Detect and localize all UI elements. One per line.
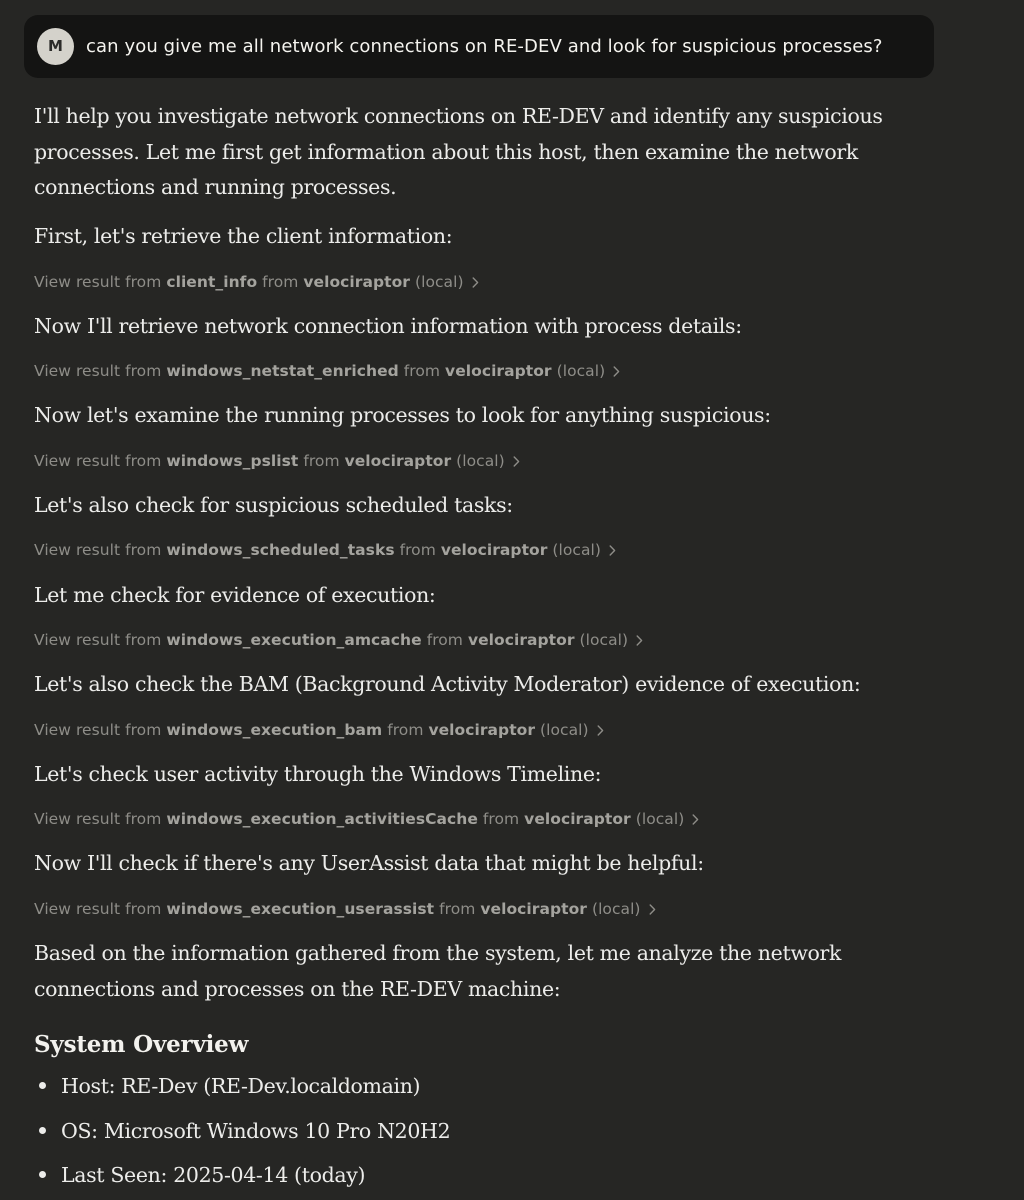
chevron-right-icon: [636, 631, 643, 651]
step-text-2: Now I'll retrieve network connection information with process details:: [34, 314, 742, 338]
step-text-8: Now I'll check if there's any UserAssist data that might be helpful:: [34, 851, 704, 875]
chevron-right-icon: [472, 273, 479, 293]
list-item: Last Seen: 2025-04-14 (today): [34, 1160, 365, 1190]
tool-name: windows_execution_userassist: [166, 900, 435, 918]
bullet-icon: [39, 1127, 46, 1134]
list-item: Host: RE-Dev (RE-Dev.localdomain): [34, 1071, 420, 1101]
list-item: OS: Microsoft Windows 10 Pro N20H2: [34, 1116, 450, 1146]
chevron-right-icon: [613, 362, 620, 382]
user-avatar: M: [37, 28, 74, 65]
intro-paragraph: I'll help you investigate network connections on RE-DEV and identify any suspicious processes. Let me first get information about this host, then examine the network connections and running processes.: [34, 104, 883, 199]
step-text-3: Now let's examine the running processes to look for anything suspicious:: [34, 403, 771, 427]
tool-result-link[interactable]: View result from windows_execution_userassist from velociraptor (local): [34, 899, 656, 920]
tool-name: windows_execution_activitiesCache: [166, 810, 478, 828]
chevron-right-icon: [609, 541, 616, 561]
tool-result-link[interactable]: View result from client_info from velociraptor (local): [34, 272, 479, 293]
user-message-bubble: [24, 15, 934, 78]
bullet-icon: [39, 1082, 46, 1089]
tool-name: windows_pslist: [166, 452, 299, 470]
chevron-right-icon: [513, 452, 520, 472]
step-text-1: First, let's retrieve the client information:: [34, 224, 453, 248]
bullet-icon: [39, 1171, 46, 1178]
step-text-4: Let's also check for suspicious scheduled tasks:: [34, 493, 513, 517]
tool-name: windows_netstat_enriched: [166, 362, 399, 380]
tool-name: windows_execution_bam: [166, 721, 383, 739]
analysis-intro: Based on the information gathered from the system, let me analyze the network connections and processes on the RE-DEV machine:: [34, 941, 842, 1001]
tool-server: velociraptor: [303, 273, 410, 291]
tool-name: client_info: [166, 273, 258, 291]
tool-server: velociraptor: [524, 810, 631, 828]
tool-server: velociraptor: [480, 900, 587, 918]
tool-server: velociraptor: [344, 452, 452, 470]
tool-server: velociraptor: [467, 631, 575, 649]
tool-result-link[interactable]: View result from windows_execution_amcache from velociraptor (local): [34, 630, 643, 651]
tool-name: windows_execution_amcache: [166, 631, 422, 649]
tool-result-link[interactable]: View result from windows_execution_bam from velociraptor (local): [34, 720, 604, 741]
step-text-6: Let's also check the BAM (Background Activity Moderator) evidence of execution:: [34, 672, 861, 696]
chevron-right-icon: [597, 721, 604, 741]
tool-result-link[interactable]: View result from windows_pslist from velociraptor (local): [34, 451, 520, 472]
tool-name: windows_scheduled_tasks: [166, 541, 395, 559]
chevron-right-icon: [649, 900, 656, 920]
tool-server: velociraptor: [445, 362, 552, 380]
tool-server: velociraptor: [428, 721, 536, 739]
tool-result-link[interactable]: View result from windows_netstat_enriched from velociraptor (local): [34, 361, 620, 382]
tool-result-link[interactable]: View result from windows_execution_activitiesCache from velociraptor (local): [34, 809, 699, 830]
chevron-right-icon: [692, 810, 699, 830]
step-text-7: Let's check user activity through the Windows Timeline:: [34, 762, 602, 786]
tool-server: velociraptor: [440, 541, 548, 559]
section-heading: System Overview: [34, 1031, 249, 1058]
step-text-5: Let me check for evidence of execution:: [34, 583, 436, 607]
user-message-text: can you give me all network connections on RE-DEV and look for suspicious processes?: [86, 36, 883, 57]
tool-result-link[interactable]: View result from windows_scheduled_tasks from velociraptor (local): [34, 540, 616, 561]
